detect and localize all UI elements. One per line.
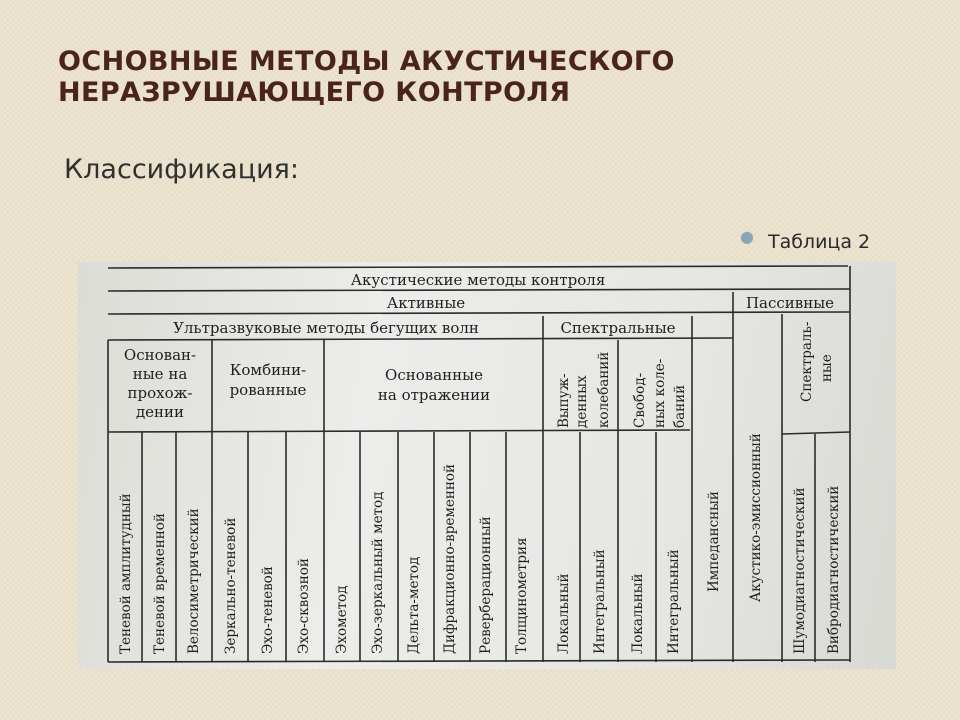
classification-table — [78, 262, 896, 669]
group-forced-line1: Выпуж- — [556, 373, 572, 428]
group-forced-b — [574, 375, 590, 428]
group-through-line1: Основан- — [123, 346, 197, 364]
group-spectral: Спектральные — [560, 319, 676, 337]
method-column-10: Дифракционно-временной — [442, 463, 458, 654]
method-column-4: Зеркально-теневой — [223, 517, 239, 654]
method-column-19: Шумодиагностический — [792, 487, 808, 654]
group-forced-c — [596, 352, 612, 428]
method-column-20: Вибродиагностический — [826, 485, 842, 654]
group-through-line4: дении — [135, 403, 185, 421]
group-combined-line1: Комбини- — [229, 361, 307, 379]
method-column-15: Локальный — [630, 573, 646, 654]
method-column-14: Интегральный — [592, 549, 608, 654]
group-combined-line2: рованные — [229, 381, 307, 399]
method-column-2: Теневой временной — [152, 513, 168, 654]
group-passive-spectral — [799, 322, 815, 402]
method-column-9: Дельта-метод — [406, 556, 422, 654]
group-forced — [556, 373, 572, 428]
method-column-3: Велосиметрический — [186, 508, 202, 654]
slide-title-line2: НЕРАЗРУШАЮЩЕГО КОНТРОЛЯ — [58, 77, 571, 108]
method-column-8: Эхо-зеркальный метод — [370, 491, 386, 654]
bullet-label: Таблица 2 — [767, 231, 871, 253]
group-free-line3: баний — [672, 384, 688, 428]
bullet-item — [740, 227, 871, 253]
group-free-c — [672, 385, 688, 428]
table-header: Акустические методы контроля — [350, 271, 606, 289]
method-column-6: Эхо-сквозной — [296, 558, 312, 654]
bullet-dot-icon: ● — [740, 227, 754, 246]
group-forced-line2: денных — [574, 375, 590, 428]
method-column-11: Реверберационный — [478, 516, 494, 654]
method-column-13: Локальный — [556, 573, 572, 654]
group-reflection-line2: на отражении — [377, 386, 491, 404]
group-forced-line3: колебаний — [596, 351, 612, 428]
group-through-line2: ные на — [132, 365, 188, 383]
method-column-16: Интегральный — [666, 549, 682, 654]
classification-table-image — [78, 262, 896, 669]
method-column-1: Теневой амплитудный — [118, 493, 134, 654]
group-active: Активные — [386, 294, 466, 312]
group-passive-spectral-line1: Спектраль- — [799, 321, 815, 402]
group-free-b — [652, 359, 668, 428]
method-column-17: Импедансный — [706, 491, 722, 592]
group-ultrasonic: Ультразвуковые методы бегущих волн — [173, 319, 479, 337]
group-passive-spectral-b — [819, 354, 835, 382]
group-free — [632, 373, 648, 428]
group-through-line3: прохож- — [127, 384, 193, 402]
slide-subtitle: Классификация: — [64, 154, 299, 185]
method-column-5: Эхо-теневой — [260, 566, 276, 654]
group-free-line1: Свобод- — [632, 372, 648, 428]
slide-title-line1: ОСНОВНЫЕ МЕТОДЫ АКУСТИЧЕСКОГО — [58, 46, 675, 77]
slide-title — [58, 46, 908, 108]
group-free-line2: ных коле- — [652, 358, 668, 428]
method-column-18: Акустико-эмиссионный — [748, 433, 764, 602]
group-passive-spectral-line2: ные — [819, 354, 835, 382]
group-passive: Пассивные — [745, 294, 835, 312]
method-column-7: Эхометод — [334, 585, 350, 654]
method-column-12: Толщинометрия — [514, 537, 530, 654]
group-reflection-line1: Основанные — [385, 366, 483, 384]
